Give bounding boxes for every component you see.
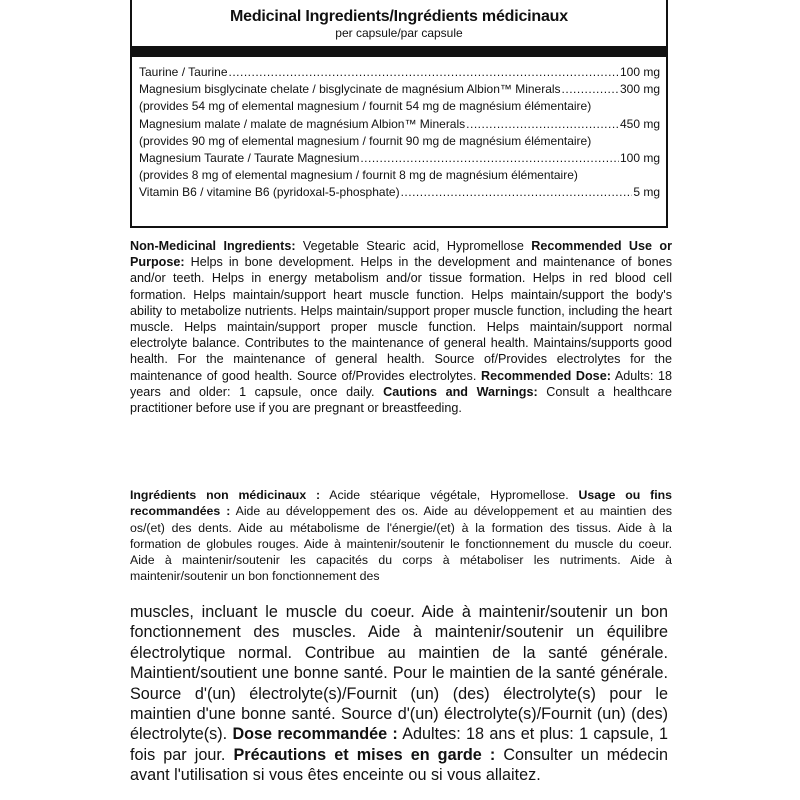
recommended-use-text-fr-continued: muscles, incluant le muscle du coeur. Aide à maintenir/soutenir un bon fonctionnement des muscles. Aide à maintenir/soutenir un équilibre électrolytique normal. Contribue au maintien de la santé générale. Maintient/soutient une bonne santé. Pour le maintien de la santé générale. Source d'(un) électrolyte(s)/Fournit (un) (des) électrolyte(s) pour le maintien d'une bonne santé. Source d'(un) électrolyte(s)/Fournit (un) (des) électrolyte(s). xyxy=(130,603,668,744)
ingredient-name: Vitamin B6 / vitamine B6 (pyridoxal-5-phosphate) xyxy=(139,185,400,200)
ingredient-row xyxy=(139,184,660,201)
ingredient-row xyxy=(139,116,660,133)
non-medicinal-text-fr: Acide stéarique végétale, Hypromellose. xyxy=(320,488,579,502)
recommended-use-text: Helps in bone development. Helps in the development and maintenance of bones and/or teeth. Helps in energy metabolism and/or tissue formation. Helps in red blood cell formation. Helps maintain/support heart muscle function. Helps maintain/support the body's ability to metabolize nutrients. Helps maintain/support proper muscle function, including the heart muscle. Helps maintain/support proper muscle function. Helps maintain/support normal electrolyte balance. Contributes to the maintenance of general health. Maintains/supports good health. For the maintenance of general health. Source of/Provides electrolytes for the maintenance of good health. Source of/Provides electrolytes. xyxy=(130,255,672,383)
medicinal-ingredients-panel xyxy=(130,0,668,228)
ingredient-note: (provides 54 mg of elemental magnesium / fournit 54 mg de magnésium élémentaire) xyxy=(139,99,592,114)
non-medicinal-label-fr: Ingrédients non médicinaux : xyxy=(130,488,321,502)
recommended-dose-label: Recommended Dose: xyxy=(480,368,611,383)
leader-dots xyxy=(562,81,619,98)
cautions-label-fr: Précautions et mises en garde : xyxy=(233,745,496,764)
ingredient-row xyxy=(139,150,660,167)
cautions-label: Cautions and Warnings: xyxy=(383,384,538,399)
recommended-dose-text-fr: Adultes: 18 ans et plus: 1 capsule, 1 fois par jour. xyxy=(130,725,668,764)
ingredient-amount: 100 mg xyxy=(619,151,660,166)
recommended-dose-text: Adults: 18 years and older: 1 capsule, once daily. xyxy=(130,368,672,399)
non-medicinal-label: Non-Medicinal Ingredients: xyxy=(130,239,296,253)
recommended-use-text-fr: Aide au développement des os. Aide au développement et au maintien des os/(et) des dents. Aide au métabolisme de l'énergie/(et) à la formation des tissus. Aide à la formation de globules rouges. Aide à maintenir/soutenir le fonctionnement du muscle du coeur. Aide à maintenir/soutenir les capacités du corps à métaboliser les nutriments. Aide à maintenir/soutenir un bon fonctionnement des xyxy=(130,504,673,584)
recommended-use-label-fr: Usage ou fins recommandées : xyxy=(130,488,673,519)
cautions-text: Consult a healthcare practitioner before use if you are pregnant or breastfeeding. xyxy=(130,384,672,416)
french-label-text xyxy=(130,487,672,585)
ingredient-note: (provides 90 mg of elemental magnesium / fournit 90 mg de magnésium élémentaire) xyxy=(139,133,592,148)
ingredient-row xyxy=(139,64,660,81)
cautions-text-fr: Consulter un médecin avant l'utilisation si vous êtes enceinte ou si vous allaitez. xyxy=(130,745,668,785)
leader-dots xyxy=(229,64,619,81)
divider-bar xyxy=(132,46,666,57)
ingredient-name: Magnesium malate / malate de magnésium Albion™ Minerals xyxy=(139,116,466,131)
ingredient-name: Taurine / Taurine xyxy=(139,65,228,79)
ingredient-name: Magnesium Taurate / Taurate Magnesium xyxy=(139,151,360,166)
recommended-dose-label-fr: Dose recommandée : xyxy=(232,725,398,744)
ingredient-list xyxy=(132,57,666,202)
ingredient-amount: 5 mg xyxy=(633,185,660,200)
english-label-text xyxy=(130,238,672,416)
ingredient-amount: 300 mg xyxy=(619,82,660,97)
leader-dots xyxy=(466,116,619,133)
ingredient-amount: 450 mg xyxy=(619,116,660,131)
ingredient-name: Magnesium bisglycinate chelate / bisglycinate de magnésium Albion™ Minerals xyxy=(139,82,561,97)
non-medicinal-text: Vegetable Stearic acid, Hypromellose xyxy=(295,239,532,253)
recommended-use-label: Recommended Use or Purpose: xyxy=(130,239,672,270)
leader-dots xyxy=(360,150,619,167)
panel-title: Medicinal Ingredients/Ingrédients médicinaux xyxy=(230,8,568,25)
ingredient-row xyxy=(139,81,660,98)
panel-subtitle: per capsule/par capsule xyxy=(335,26,463,40)
leader-dots xyxy=(401,184,633,201)
ingredient-amount: 100 mg xyxy=(619,65,660,79)
french-label-text-continued xyxy=(130,602,668,786)
ingredient-note: (provides 8 mg of elemental magnesium / fournit 8 mg de magnésium élémentaire) xyxy=(139,168,578,183)
